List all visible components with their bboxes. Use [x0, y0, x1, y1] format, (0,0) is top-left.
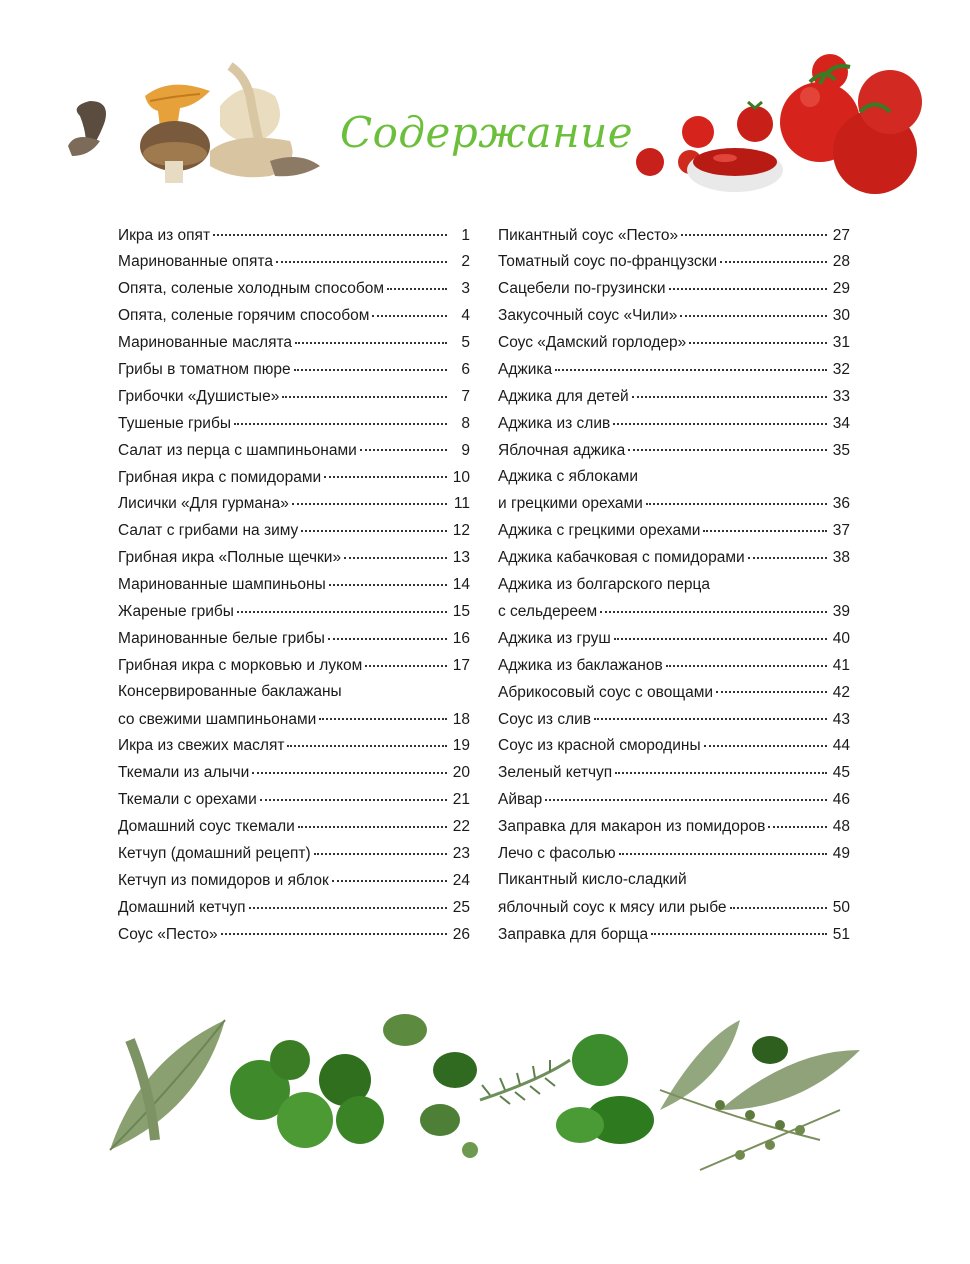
toc-leader-dots: [234, 407, 447, 425]
toc-entry-title: Маринованные маслята: [118, 334, 293, 352]
sauce-bowl: [687, 148, 783, 192]
toc-page-number: 1: [461, 226, 470, 244]
toc-leader-dots: [287, 730, 447, 748]
toc-leader-dots: [669, 273, 828, 291]
toc-leader-dots: [314, 837, 447, 855]
toc-entry-title: со свежими шампиньонами: [118, 710, 317, 728]
toc-leader-dots: [730, 891, 827, 909]
mushrooms-illustration: [60, 56, 330, 191]
toc-page-number: 15: [452, 602, 470, 620]
toc-leader-dots: [555, 353, 827, 371]
toc-leader-dots: [301, 515, 447, 533]
sage-leaf-left: [110, 1020, 225, 1150]
toc-leader-dots: [716, 676, 827, 694]
toc-page-number: 26: [452, 925, 470, 943]
toc-entry-title: Аджика с яблоками: [498, 468, 638, 486]
toc-leader-dots: [545, 783, 827, 801]
toc-entry-title: с сельдереем: [498, 602, 598, 620]
toc-page-number: 37: [832, 522, 850, 540]
toc-leader-dots: [282, 380, 447, 398]
toc-entry-title: Салат из перца с шампиньонами: [118, 441, 357, 459]
toc-entry-title: Зеленый кетчуп: [498, 764, 613, 782]
toc-entry: [498, 545, 850, 572]
tomatoes-illustration: [620, 52, 930, 202]
toc-entry-title: Опята, соленые горячим способом: [118, 307, 370, 325]
toc-page-number: 34: [832, 414, 850, 432]
oyster-mushroom-left: [68, 101, 106, 156]
toc-page-number: 8: [461, 414, 470, 432]
toc-entry-title: Домашний кетчуп: [118, 898, 246, 916]
oregano: [383, 1014, 478, 1158]
toc-entry-title: Консервированные баклажаны: [118, 683, 342, 701]
toc-leader-dots: [249, 891, 447, 909]
toc-entry-title: яблочный соус к мясу или рыбе: [498, 898, 727, 916]
toc-leader-dots: [619, 837, 827, 855]
toc-page-number: 19: [452, 737, 470, 755]
toc-leader-dots: [260, 783, 447, 801]
toc-page-number: 17: [452, 656, 470, 674]
toc-leader-dots: [292, 488, 447, 506]
toc-leader-dots: [651, 918, 827, 936]
toc-page-number: 38: [832, 549, 850, 567]
toc-entry-title: Закусочный соус «Чили»: [498, 307, 678, 325]
toc-leader-dots: [324, 461, 447, 479]
toc-leader-dots: [646, 488, 827, 506]
toc-leader-dots: [360, 434, 447, 452]
toc-entry: [118, 921, 470, 948]
toc-leader-dots: [365, 649, 447, 667]
page-title: Содержание: [340, 108, 634, 157]
toc-leader-dots: [294, 353, 447, 371]
toc-entry-title: Икра из свежих маслят: [118, 737, 285, 755]
toc-entry-title: Аджика: [498, 360, 553, 378]
toc-page-number: 35: [832, 441, 850, 459]
toc-leader-dots: [372, 299, 447, 317]
toc-left-column: [118, 222, 470, 948]
toc-entry-title: Лисички «Для гурмана»: [118, 495, 289, 513]
toc-page-number: 2: [461, 253, 470, 271]
toc-leader-dots: [237, 595, 447, 613]
basil: [556, 1034, 654, 1144]
toc-page-number: 45: [832, 764, 850, 782]
toc-entry-title: Кетчуп из помидоров и яблок: [118, 871, 329, 889]
toc-page-number: 43: [832, 710, 850, 728]
toc-entry-title: Маринованные белые грибы: [118, 629, 325, 647]
toc-leader-dots: [703, 515, 827, 533]
toc-page-number: 22: [452, 818, 470, 836]
toc-page-number: 5: [461, 334, 470, 352]
toc-entry-title: Айвар: [498, 791, 543, 809]
toc-entry-title: Аджика для детей: [498, 387, 629, 405]
toc-entry-title: Яблочная аджика: [498, 441, 626, 459]
toc-leader-dots: [613, 407, 827, 425]
toc-page-number: 44: [832, 737, 850, 755]
toc-entry-title: Заправка для макарон из помидоров: [498, 818, 766, 836]
toc-leader-dots: [221, 918, 447, 936]
porcini-cap: [140, 121, 210, 183]
toc-page-number: 25: [452, 898, 470, 916]
toc-leader-dots: [344, 541, 447, 559]
toc-page-number: 13: [452, 549, 470, 567]
toc-entry-title: Томатный соус по-французски: [498, 253, 718, 271]
toc-page-number: 4: [461, 307, 470, 325]
toc-page-number: 28: [832, 253, 850, 271]
toc-entry-title: Ткемали из алычи: [118, 764, 250, 782]
toc-entry-title: Пикантный соус «Песто»: [498, 226, 679, 244]
toc-page-number: 20: [452, 764, 470, 782]
toc-right-column: [498, 222, 850, 948]
toc-entry-title: Аджика из баклажанов: [498, 656, 663, 674]
toc-entry-title: Грибная икра с помидорами: [118, 468, 322, 486]
toc-entry-title: Аджика кабачковая с помидорами: [498, 549, 745, 567]
toc-entry-title: Грибная икра с морковью и луком: [118, 656, 363, 674]
rosemary: [480, 1060, 570, 1104]
toc-page-number: 7: [461, 387, 470, 405]
toc-leader-dots: [748, 541, 827, 559]
toc-page-number: 10: [452, 468, 470, 486]
large-tomatoes: [780, 54, 922, 194]
toc-entry-title: Абрикосовый соус с овощами: [498, 683, 714, 701]
toc-page-number: 36: [832, 495, 850, 513]
toc-leader-dots: [615, 757, 827, 775]
toc-entry-title: Соус «Песто»: [118, 925, 218, 943]
toc-leader-dots: [387, 273, 447, 291]
toc-page-number: 31: [832, 334, 850, 352]
toc-entry: [498, 437, 850, 464]
toc-entry-title: Икра из опят: [118, 226, 211, 244]
toc-leader-dots: [252, 757, 447, 775]
toc-entry-title: Маринованные шампиньоны: [118, 576, 326, 594]
toc-entry-title: Аджика из слив: [498, 414, 611, 432]
toc-leader-dots: [720, 246, 827, 264]
toc-entry-title: Тушеные грибы: [118, 414, 231, 432]
toc-leader-dots: [276, 246, 447, 264]
toc-leader-dots: [319, 703, 447, 721]
toc-page-number: 42: [832, 683, 850, 701]
sage-leaves-right: [660, 1020, 860, 1110]
toc-leader-dots: [298, 810, 447, 828]
toc-leader-dots: [213, 219, 447, 237]
parsley: [230, 1040, 384, 1148]
toc-page-number: 46: [832, 791, 850, 809]
toc-entry-title: Аджика из груш: [498, 629, 611, 647]
toc-entry-title: Лечо с фасолью: [498, 844, 616, 862]
toc-entry-title: Жареные грибы: [118, 602, 234, 620]
toc-page-number: 21: [452, 791, 470, 809]
toc-page-number: 48: [832, 818, 850, 836]
toc-entry-title: и грецкими орехами: [498, 495, 643, 513]
toc-leader-dots: [704, 730, 827, 748]
toc-page-number: 9: [461, 441, 470, 459]
toc-page-number: 18: [452, 710, 470, 728]
toc-page-number: 39: [832, 602, 850, 620]
toc-page-number: 49: [832, 844, 850, 862]
toc-page-number: 23: [452, 844, 470, 862]
toc-entry-title: Аджика с грецкими орехами: [498, 522, 701, 540]
toc-page-number: 30: [832, 307, 850, 325]
herbs-illustration: [100, 1000, 870, 1200]
toc-entry-title: Соус из красной смородины: [498, 737, 701, 755]
toc-page-number: 24: [452, 871, 470, 889]
toc-entry: [118, 652, 470, 679]
toc-entry-title: Грибы в томатном пюре: [118, 360, 291, 378]
toc-page-number: 32: [832, 360, 850, 378]
toc-page-number: 50: [832, 898, 850, 916]
toc-page-number: 14: [452, 576, 470, 594]
toc-entry: [498, 840, 850, 867]
toc-entry-title: Домашний соус ткемали: [118, 818, 295, 836]
toc-page-number: 33: [832, 387, 850, 405]
toc-leader-dots: [600, 595, 827, 613]
toc-entry-title: Заправка для борща: [498, 925, 649, 943]
toc-leader-dots: [632, 380, 827, 398]
toc-entry-title: Грибочки «Душистые»: [118, 387, 280, 405]
toc-entry-title: Опята, соленые холодным способом: [118, 280, 385, 298]
toc-leader-dots: [614, 622, 827, 640]
toc-page-number: 12: [452, 522, 470, 540]
toc-leader-dots: [295, 326, 447, 344]
toc-leader-dots: [332, 864, 447, 882]
toc-leader-dots: [666, 649, 827, 667]
toc-leader-dots: [329, 568, 447, 586]
toc-entry-title: Сацебели по-грузински: [498, 280, 666, 298]
toc-entry-title: Маринованные опята: [118, 253, 273, 271]
toc-leader-dots: [681, 219, 827, 237]
toc-leader-dots: [628, 434, 827, 452]
toc-leader-dots: [328, 622, 447, 640]
toc-entry-title: Соус «Дамский горлодер»: [498, 334, 687, 352]
toc-page-number: 51: [832, 925, 850, 943]
toc-leader-dots: [594, 703, 827, 721]
toc-leader-dots: [768, 810, 827, 828]
toc-page-number: 41: [832, 656, 850, 674]
toc-entry-title: Аджика из болгарского перца: [498, 575, 710, 593]
toc-entry-title: Ткемали с орехами: [118, 791, 257, 809]
toc-leader-dots: [689, 326, 827, 344]
toc-page-number: 27: [832, 226, 850, 244]
toc-entry-title: Грибная икра «Полные щечки»: [118, 549, 342, 567]
toc-page-number: 6: [461, 360, 470, 378]
toc-leader-dots: [680, 299, 827, 317]
toc-page-number: 16: [452, 629, 470, 647]
toc-entry-title: Пикантный кисло-сладкий: [498, 871, 687, 889]
toc-entry-title: Салат с грибами на зиму: [118, 522, 299, 540]
toc-entry-title: Кетчуп (домашний рецепт): [118, 844, 311, 862]
toc-page-number: 11: [453, 495, 470, 513]
toc-page-number: 29: [832, 280, 850, 298]
toc-page-number: 3: [461, 280, 470, 298]
light-mushroom: [210, 66, 320, 177]
toc-entry: [498, 921, 850, 948]
toc-page-number: 40: [832, 629, 850, 647]
toc-entry-title: Соус из слив: [498, 710, 592, 728]
